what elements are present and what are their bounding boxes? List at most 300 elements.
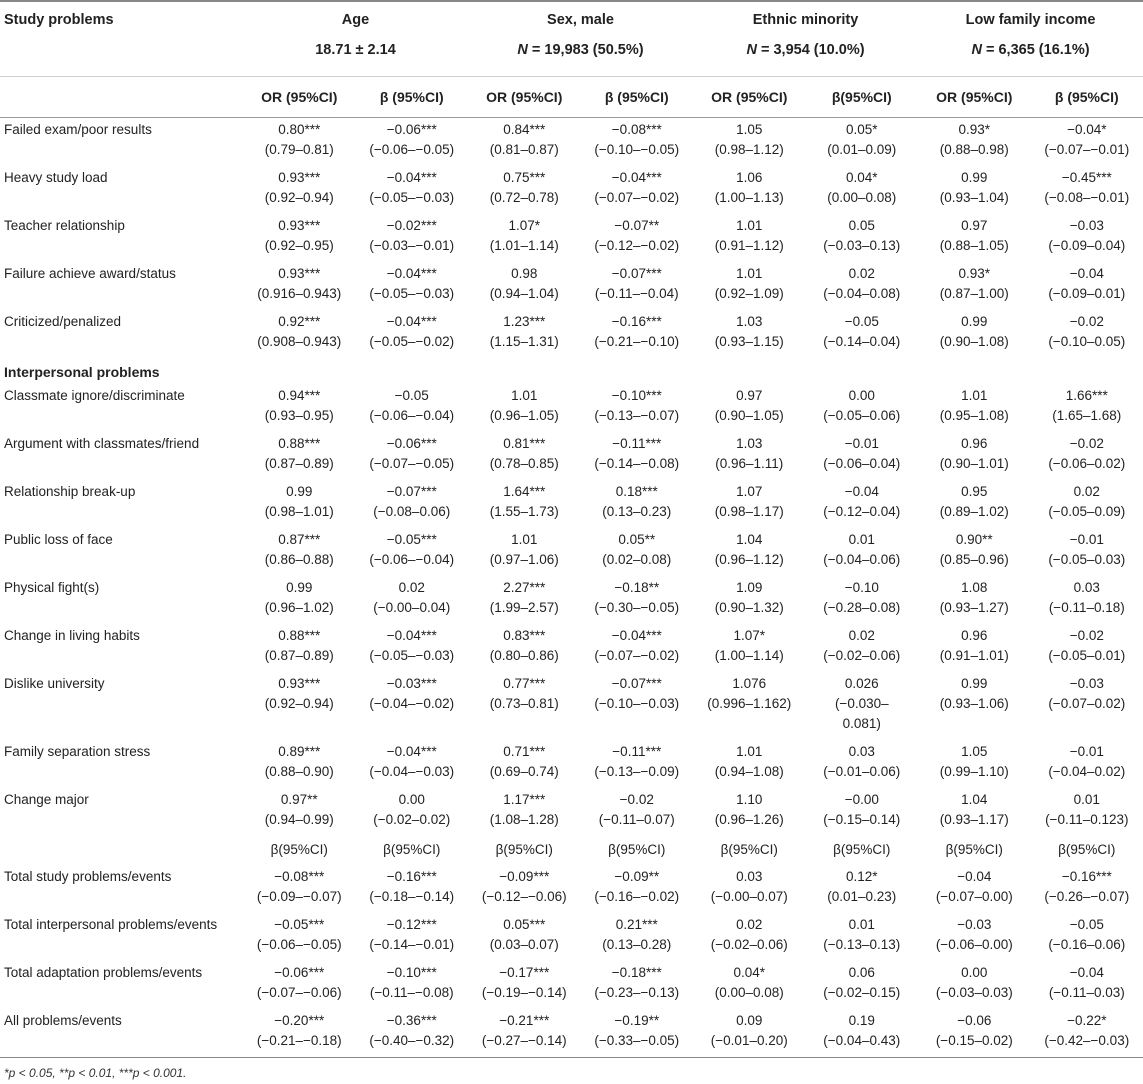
cell-interval: (0.88–0.90)	[264, 764, 334, 779]
row-label: Teacher relationship	[4, 218, 125, 233]
cell-interval: (−0.12–−0.06)	[481, 889, 567, 904]
beta-column-header: β(95%CI)	[945, 842, 1003, 857]
table-cell	[693, 913, 806, 961]
table-cell	[1031, 528, 1143, 576]
table-cell	[918, 961, 1031, 1009]
cell-interval: (0.99–1.10)	[939, 764, 1009, 779]
table-cell	[1031, 576, 1143, 624]
cell-interval: (−0.01–0.06)	[823, 764, 901, 779]
cell-interval: (−0.04–0.43)	[823, 1033, 901, 1048]
table-cell	[468, 384, 581, 432]
row-label: All problems/events	[0, 1009, 243, 1058]
cell-estimate: 0.94***	[278, 388, 321, 403]
row-label: Physical fight(s)	[4, 580, 100, 595]
cell-interval: (−0.05–0.01)	[1048, 648, 1126, 663]
row-label: Total adaptation problems/events	[4, 965, 203, 980]
cell-estimate: 0.04*	[846, 170, 878, 185]
section-interpersonal: Interpersonal problems	[4, 364, 160, 380]
table-cell	[356, 528, 469, 576]
row-label: Heavy study load	[4, 170, 108, 185]
table-cell	[356, 788, 469, 836]
cell-interval: (0.94–0.99)	[264, 812, 334, 827]
cell-estimate: 0.03	[736, 869, 763, 884]
cell-estimate: −0.02	[619, 792, 654, 807]
table-cell	[918, 788, 1031, 836]
cell-interval: (0.92–0.94)	[264, 696, 334, 711]
cell-estimate: −0.18**	[614, 580, 660, 595]
cell-interval: (0.90–1.08)	[939, 334, 1009, 349]
table-cell	[243, 624, 356, 672]
cell-estimate: −0.04***	[611, 628, 662, 643]
table-cell	[918, 432, 1031, 480]
cell-estimate: 0.93***	[278, 676, 321, 691]
cell-estimate: 0.77***	[503, 676, 546, 691]
cell-interval: (−0.07–−0.02)	[594, 190, 680, 205]
cell-interval: (−0.08–−0.01)	[1044, 190, 1130, 205]
table-cell	[693, 480, 806, 528]
table-cell	[581, 576, 694, 624]
cell-interval: (1.55–1.73)	[489, 504, 559, 519]
cell-estimate: −0.22*	[1067, 1013, 1107, 1028]
cell-interval: (−0.09–0.01)	[1048, 286, 1126, 301]
cell-estimate: 0.00	[398, 792, 425, 807]
cell-estimate: 1.03	[736, 314, 763, 329]
cell-interval: (−0.15–0.02)	[935, 1033, 1013, 1048]
table-cell	[806, 865, 919, 913]
cell-estimate: −0.08***	[611, 122, 662, 137]
cell-estimate: 1.01	[736, 744, 763, 759]
table-cell	[468, 788, 581, 836]
table-cell	[693, 788, 806, 836]
cell-estimate: −0.03***	[386, 676, 437, 691]
table-cell	[243, 961, 356, 1009]
footnote: *p < 0.05, **p < 0.01, ***p < 0.001.	[4, 1066, 187, 1080]
table-cell	[1031, 480, 1143, 528]
cell-interval: (0.92–0.94)	[264, 190, 334, 205]
table-cell	[581, 624, 694, 672]
cell-interval: (−0.12–−0.02)	[594, 238, 680, 253]
table-cell	[918, 624, 1031, 672]
group-header-ethnic: Ethnic minority	[693, 1, 918, 36]
cell-interval: (0.98–1.12)	[714, 142, 784, 157]
cell-interval: (−0.07–−0.06)	[256, 985, 342, 1000]
row-label: Argument with classmates/friend	[4, 436, 200, 451]
cell-interval: (−0.26–−0.07)	[1044, 889, 1130, 904]
table-cell	[243, 576, 356, 624]
table-cell	[918, 118, 1031, 167]
cell-estimate: 0.96	[961, 436, 988, 451]
cell-interval: (−0.15–0.14)	[823, 812, 901, 827]
cell-estimate: −0.16***	[611, 314, 662, 329]
table-cell	[693, 865, 806, 913]
cell-estimate: 0.03	[1073, 580, 1100, 595]
table-cell	[806, 624, 919, 672]
cell-estimate: 0.00	[848, 388, 875, 403]
cell-interval: (−0.04–−0.02)	[369, 696, 455, 711]
table-cell	[1031, 166, 1143, 214]
table-cell	[693, 118, 806, 167]
cell-estimate: −0.06	[957, 1013, 992, 1028]
cell-estimate: −0.04	[1069, 266, 1104, 281]
cell-interval: (−0.05–−0.03)	[369, 286, 455, 301]
cell-interval: (−0.14–−0.01)	[369, 937, 455, 952]
table-cell	[693, 384, 806, 432]
cell-estimate: 0.75***	[503, 170, 546, 185]
table-cell	[468, 672, 581, 740]
column-header: β (95%CI)	[356, 77, 469, 118]
cell-estimate: 0.84***	[503, 122, 546, 137]
table-cell	[581, 262, 694, 310]
table-row	[0, 528, 1143, 576]
cell-estimate: 0.99	[961, 676, 988, 691]
cell-estimate: 0.06	[848, 965, 875, 980]
cell-interval: (0.88–0.98)	[939, 142, 1009, 157]
table-cell	[806, 384, 919, 432]
cell-estimate: 0.04*	[733, 965, 766, 980]
cell-interval: (−0.02–0.06)	[710, 937, 788, 952]
cell-estimate: −0.09**	[614, 869, 660, 884]
table-cell	[918, 672, 1031, 740]
cell-estimate: −0.21***	[499, 1013, 550, 1028]
table-row	[0, 913, 1143, 961]
cell-estimate: −0.11***	[612, 436, 662, 451]
beta-column-header: β(95%CI)	[495, 842, 553, 857]
table-cell	[243, 1009, 356, 1058]
cell-estimate: −0.05***	[274, 917, 325, 932]
cell-estimate: 0.01	[1073, 792, 1100, 807]
row-label: Total interpersonal problems/events	[4, 917, 218, 932]
cell-estimate: −0.05***	[386, 532, 437, 547]
cell-interval: (−0.04–0.06)	[823, 552, 901, 567]
cell-interval: 0.081)	[842, 716, 881, 731]
table-cell	[581, 788, 694, 836]
cell-interval: (−0.00–0.07)	[710, 889, 788, 904]
cell-estimate: −0.18***	[611, 965, 662, 980]
table-cell	[806, 432, 919, 480]
cell-estimate: −0.16***	[1061, 869, 1112, 884]
cell-interval: (0.81–0.87)	[489, 142, 559, 157]
table-cell	[918, 865, 1031, 913]
table-cell	[243, 480, 356, 528]
table-cell	[356, 118, 469, 167]
table-cell	[243, 740, 356, 788]
table-cell	[1031, 118, 1143, 167]
table-cell	[356, 913, 469, 961]
row-label: Total study problems/events	[4, 869, 172, 884]
table-cell	[243, 118, 356, 167]
cell-estimate: 0.96	[961, 628, 988, 643]
cell-interval: (−0.07–0.00)	[935, 889, 1013, 904]
cell-interval: (−0.03–−0.01)	[369, 238, 455, 253]
cell-estimate: −0.02***	[386, 218, 437, 233]
table-cell	[243, 528, 356, 576]
table-cell	[693, 310, 806, 358]
row-label: Change major	[4, 792, 89, 807]
column-header: OR (95%CI)	[243, 77, 356, 118]
table-cell	[693, 432, 806, 480]
table-cell	[918, 480, 1031, 528]
table-cell	[243, 214, 356, 262]
table-cell	[1031, 214, 1143, 262]
cell-interval: (−0.05–−0.03)	[369, 648, 455, 663]
cell-interval: (0.02–0.08)	[602, 552, 672, 567]
cell-interval: (0.93–1.27)	[939, 600, 1009, 615]
cell-estimate: 1.64***	[503, 484, 546, 499]
table-cell	[693, 576, 806, 624]
table-cell	[468, 961, 581, 1009]
cell-interval: (0.93–1.15)	[714, 334, 784, 349]
row-label: Failure achieve award/status	[4, 266, 176, 281]
cell-estimate: 1.07*	[733, 628, 766, 643]
group-header-age: Age	[243, 1, 468, 36]
table-cell	[806, 118, 919, 167]
table-cell	[1031, 788, 1143, 836]
table-cell	[693, 1009, 806, 1058]
table-cell	[468, 865, 581, 913]
cell-estimate: 0.99	[286, 580, 313, 595]
table-cell	[1031, 913, 1143, 961]
cell-interval: (1.00–1.13)	[714, 190, 784, 205]
cell-interval: (−0.030–	[834, 696, 889, 711]
cell-interval: (0.96–1.11)	[715, 456, 784, 471]
row-label: Classmate ignore/discriminate	[4, 388, 185, 403]
cell-interval: (0.90–1.32)	[714, 600, 784, 615]
cell-interval: (0.73–0.81)	[489, 696, 559, 711]
cell-estimate: 0.99	[961, 170, 988, 185]
table-cell	[581, 865, 694, 913]
beta-column-header: β(95%CI)	[720, 842, 778, 857]
table-cell	[918, 913, 1031, 961]
table-cell	[581, 913, 694, 961]
table-cell	[693, 166, 806, 214]
cell-interval: (0.85–0.96)	[939, 552, 1009, 567]
cell-estimate: −0.02	[1069, 314, 1104, 329]
table-cell	[243, 432, 356, 480]
cell-estimate: −0.20***	[274, 1013, 325, 1028]
row-label: Failed exam/poor results	[4, 122, 152, 137]
cell-estimate: 0.19	[848, 1013, 875, 1028]
table-row	[0, 480, 1143, 528]
table-cell	[356, 961, 469, 1009]
beta-column-header: β(95%CI)	[833, 842, 891, 857]
cell-interval: (0.87–0.89)	[264, 648, 334, 663]
cell-estimate: −0.19**	[614, 1013, 660, 1028]
beta-column-header: β(95%CI)	[270, 842, 328, 857]
table-cell	[468, 262, 581, 310]
cell-interval: (−0.06–−0.05)	[369, 142, 455, 157]
group-sub-ethnic-text: = 3,954 (10.0%)	[756, 42, 865, 58]
table-cell	[468, 740, 581, 788]
cell-interval: (−0.02–0.06)	[823, 648, 901, 663]
table-cell	[243, 166, 356, 214]
table-cell	[581, 214, 694, 262]
row-label: Family separation stress	[4, 744, 151, 759]
cell-estimate: −0.04***	[386, 266, 437, 281]
cell-interval: (0.78–0.85)	[489, 456, 559, 471]
cell-interval: (0.98–1.01)	[264, 504, 334, 519]
cell-interval: (−0.07–−0.02)	[594, 648, 680, 663]
table-cell	[806, 740, 919, 788]
table-row	[0, 166, 1143, 214]
table-cell	[806, 672, 919, 740]
table-cell	[806, 913, 919, 961]
table-cell	[693, 528, 806, 576]
table-cell	[468, 118, 581, 167]
cell-estimate: −0.07**	[614, 218, 660, 233]
cell-interval: (0.94–1.04)	[489, 286, 559, 301]
cell-estimate: 0.81***	[503, 436, 546, 451]
cell-estimate: −0.16***	[386, 869, 437, 884]
cell-interval: (−0.30–−0.05)	[594, 600, 680, 615]
cell-estimate: −0.07***	[611, 676, 662, 691]
table-cell	[918, 214, 1031, 262]
table-cell	[468, 913, 581, 961]
table-cell	[468, 576, 581, 624]
cell-interval: (0.91–1.01)	[939, 648, 1009, 663]
cell-interval: (−0.23–−0.13)	[594, 985, 680, 1000]
cell-estimate: 1.09	[736, 580, 763, 595]
table-cell	[581, 118, 694, 167]
cell-estimate: 1.07	[736, 484, 763, 499]
table-cell	[581, 740, 694, 788]
cell-interval: (−0.07–−0.01)	[1044, 142, 1130, 157]
table-cell	[468, 432, 581, 480]
table-cell	[918, 740, 1031, 788]
table-cell	[356, 672, 469, 740]
cell-estimate: −0.10***	[611, 388, 662, 403]
cell-interval: (−0.10–0.05)	[1048, 334, 1126, 349]
cell-estimate: −0.04	[844, 484, 879, 499]
cell-interval: (−0.07–0.02)	[1048, 696, 1126, 711]
column-header: OR (95%CI)	[693, 77, 806, 118]
cell-interval: (0.80–0.86)	[489, 648, 559, 663]
table-cell	[1031, 262, 1143, 310]
cell-interval: (−0.11–0.18)	[1048, 600, 1125, 615]
table-cell	[918, 384, 1031, 432]
table-cell	[468, 310, 581, 358]
cell-estimate: 0.05	[848, 218, 875, 233]
cell-estimate: 1.17***	[503, 792, 546, 807]
table-cell	[356, 740, 469, 788]
table-cell	[243, 672, 356, 740]
table-cell	[693, 672, 806, 740]
table-cell	[356, 384, 469, 432]
cell-interval: (−0.10–−0.05)	[594, 142, 680, 157]
table-cell	[1031, 432, 1143, 480]
row-label: Public loss of face	[4, 532, 113, 547]
cell-interval: (−0.06–−0.04)	[369, 552, 455, 567]
group-sub-age: 18.71 ± 2.14	[315, 42, 396, 58]
cell-estimate: 0.95	[961, 484, 988, 499]
group-sub-income-text: = 6,365 (16.1%)	[981, 42, 1090, 58]
row-label: Change in living habits	[4, 628, 140, 643]
group-header-income: Low family income	[918, 1, 1143, 36]
cell-interval: (0.00–0.08)	[827, 190, 897, 205]
cell-estimate: 0.92***	[278, 314, 321, 329]
cell-interval: (−0.42–−0.03)	[1044, 1033, 1130, 1048]
cell-interval: (0.90–1.05)	[714, 408, 784, 423]
cell-interval: (−0.03–0.13)	[823, 238, 901, 253]
table-cell	[243, 384, 356, 432]
cell-estimate: −0.03	[1069, 676, 1104, 691]
cell-interval: (1.01–1.14)	[489, 238, 559, 253]
table-cell	[581, 310, 694, 358]
cell-estimate: 0.09	[736, 1013, 763, 1028]
table-cell	[356, 166, 469, 214]
cell-interval: (−0.16–0.06)	[1048, 937, 1126, 952]
cell-estimate: 1.04	[961, 792, 988, 807]
cell-interval: (0.01–0.23)	[827, 889, 897, 904]
cell-estimate: −0.02	[1069, 628, 1104, 643]
cell-estimate: 0.88***	[278, 436, 321, 451]
row-label: Relationship break-up	[4, 484, 136, 499]
cell-interval: (−0.07–−0.05)	[369, 456, 455, 471]
cell-estimate: 0.93*	[958, 266, 991, 281]
table-row	[0, 865, 1143, 913]
table-cell	[581, 1009, 694, 1058]
cell-interval: (−0.02–0.15)	[823, 985, 901, 1000]
cell-estimate: −0.04*	[1067, 122, 1107, 137]
cell-estimate: 0.71***	[503, 744, 546, 759]
table-cell	[581, 480, 694, 528]
table-cell	[356, 576, 469, 624]
table-cell	[806, 166, 919, 214]
cell-estimate: −0.36***	[386, 1013, 437, 1028]
cell-estimate: −0.04***	[386, 314, 437, 329]
cell-interval: (−0.14–−0.08)	[594, 456, 680, 471]
cell-interval: (−0.02–0.02)	[373, 812, 451, 827]
cell-estimate: −0.01	[844, 436, 879, 451]
cell-interval: (0.89–1.02)	[939, 504, 1009, 519]
table-row	[0, 432, 1143, 480]
cell-estimate: 0.93***	[278, 266, 321, 281]
cell-interval: (1.08–1.28)	[489, 812, 559, 827]
cell-interval: (1.65–1.68)	[1052, 408, 1122, 423]
table-cell	[243, 865, 356, 913]
cell-estimate: 0.99	[961, 314, 988, 329]
cell-estimate: 1.05	[961, 744, 988, 759]
cell-estimate: −0.01	[1069, 532, 1104, 547]
cell-interval: (−0.33–−0.05)	[594, 1033, 680, 1048]
cell-interval: (−0.11–−0.08)	[369, 985, 454, 1000]
cell-estimate: −0.04	[1069, 965, 1104, 980]
cell-interval: (1.99–2.57)	[489, 600, 559, 615]
cell-interval: (−0.21–−0.10)	[594, 334, 680, 349]
table-cell	[806, 1009, 919, 1058]
cell-estimate: 1.076	[732, 676, 767, 691]
cell-estimate: 0.97	[961, 218, 988, 233]
table-cell	[806, 788, 919, 836]
cell-interval: (−0.18–−0.14)	[369, 889, 455, 904]
cell-estimate: 1.01	[511, 388, 538, 403]
cell-estimate: −0.07***	[611, 266, 662, 281]
table-cell	[918, 310, 1031, 358]
cell-estimate: 0.02	[1073, 484, 1100, 499]
cell-estimate: 1.01	[961, 388, 988, 403]
group-sub-sex: N = 19,983 (50.5%)	[517, 42, 644, 58]
cell-estimate: 0.83***	[503, 628, 546, 643]
cell-estimate: 0.02	[848, 266, 875, 281]
cell-interval: (0.97–1.06)	[489, 552, 559, 567]
cell-estimate: −0.06***	[386, 122, 437, 137]
cell-interval: (−0.05–0.06)	[823, 408, 901, 423]
cell-estimate: −0.02	[1069, 436, 1104, 451]
column-header: OR (95%CI)	[918, 77, 1031, 118]
cell-interval: (0.916–0.943)	[257, 286, 342, 301]
cell-estimate: −0.04***	[386, 628, 437, 643]
cell-estimate: 0.21***	[615, 917, 658, 932]
cell-interval: (0.98–1.17)	[714, 504, 784, 519]
